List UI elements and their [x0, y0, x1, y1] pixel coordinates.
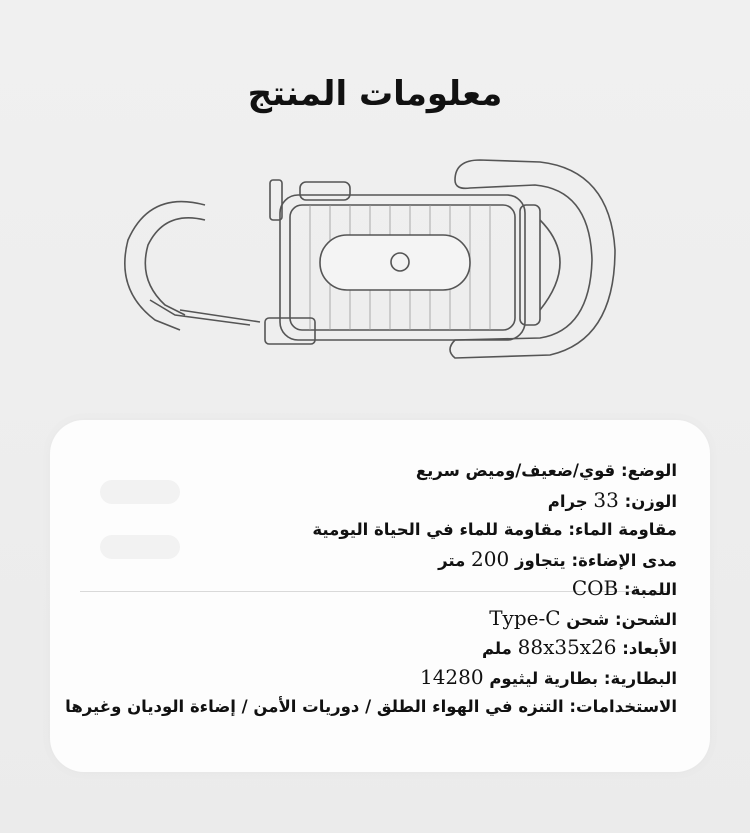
spec-row-waterproof	[57, 515, 677, 545]
spec-label: مدى الإضاءة:	[571, 550, 677, 570]
spec-number: 200	[471, 546, 510, 571]
spec-label: الاستخدامات:	[569, 697, 677, 716]
spec-value: شحن	[566, 609, 610, 629]
spec-number: COB	[571, 576, 619, 600]
spec-row-battery	[57, 663, 677, 693]
spec-value: بطارية ليثيوم	[489, 668, 599, 688]
spec-row-mode	[57, 456, 677, 486]
spec-row-dimensions	[57, 633, 677, 663]
spec-row-weight	[57, 486, 677, 516]
spec-number: Type-C	[489, 605, 561, 630]
spec-label: الوزن:	[624, 491, 677, 511]
spec-row-uses	[57, 692, 677, 722]
spec-row-range	[57, 545, 677, 575]
page-title: معلومات المنتج	[247, 74, 503, 114]
spec-unit: ملم	[481, 639, 512, 658]
spec-row-charging	[57, 604, 677, 634]
spec-list	[57, 456, 677, 722]
spec-label: الوضع:	[620, 461, 677, 480]
spec-value: مقاومة للماء في الحياة اليومية	[312, 520, 563, 539]
flashlight-keychain-illustration	[110, 150, 640, 390]
spec-label: الشحن:	[615, 609, 677, 629]
spec-value: جرام	[547, 491, 588, 511]
spec-label: البطارية:	[603, 668, 677, 688]
spec-label: مقاومة الماء:	[568, 520, 677, 539]
spec-label: اللمبة:	[624, 580, 677, 599]
spec-value: قوي/ضعيف/وميض سريع	[415, 461, 616, 480]
spec-number: 14280	[419, 664, 484, 689]
spec-value: يتجاوز	[514, 550, 566, 570]
spec-unit: متر	[438, 550, 466, 570]
spec-value: التنزه في الهواء الطلق / دوريات الأمن / إضاءة الوديان وغيرها	[65, 697, 564, 716]
spec-number: 33	[593, 487, 619, 512]
spec-row-bulb	[57, 574, 677, 604]
spec-label: الأبعاد:	[622, 639, 677, 658]
spec-number: 88x35x26	[517, 635, 617, 659]
